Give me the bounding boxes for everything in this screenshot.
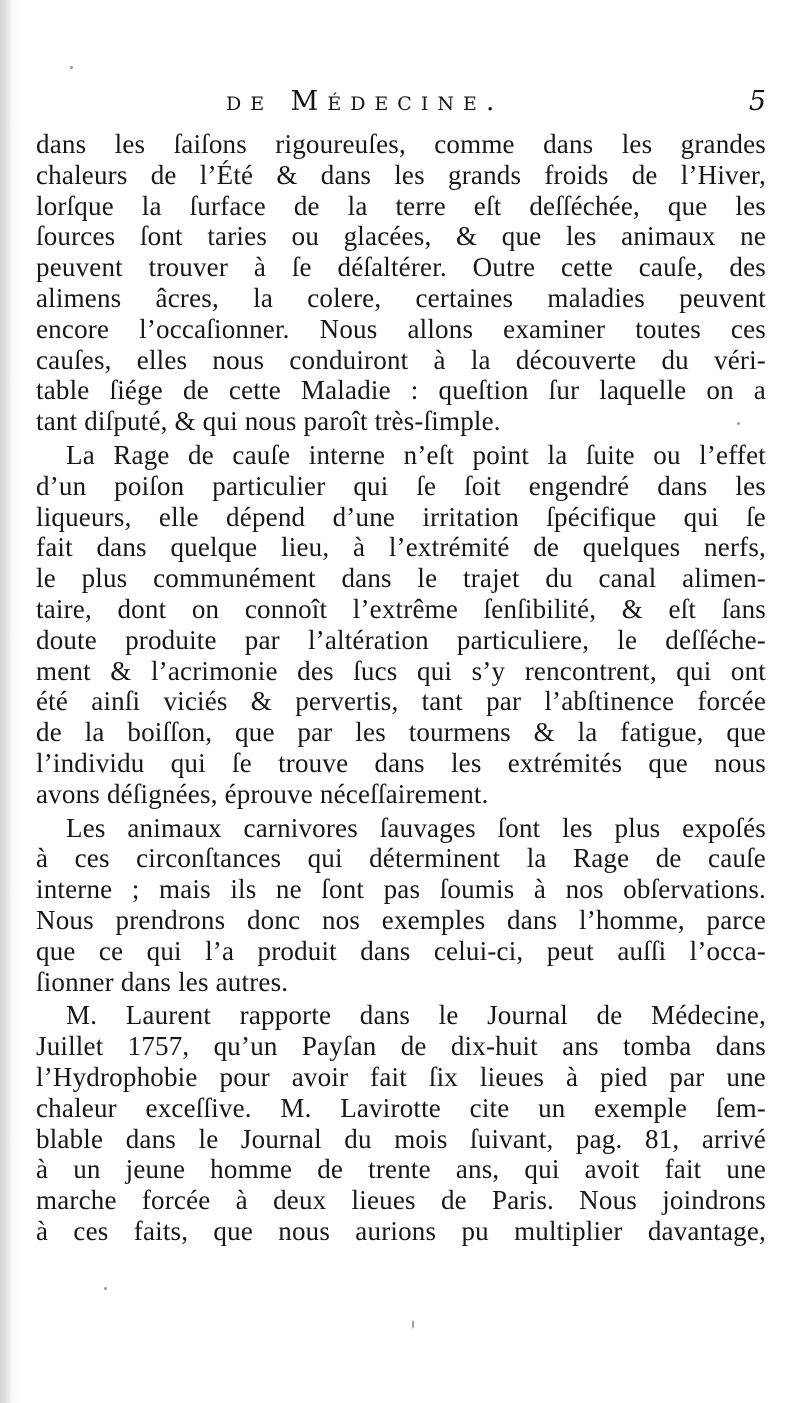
text-line: l’Hydrophobie pour avoir fait ſix lieues à pied par une	[36, 1061, 766, 1092]
ink-speck	[737, 422, 740, 425]
text-line: cauſes, elles nous conduiront à la découverte du véri-	[36, 344, 766, 375]
text-line: ment & l’acrimonie des ſucs qui s’y rencontrent, qui ont	[36, 655, 766, 686]
text-line: Nous prendrons donc nos exemples dans l’homme, parce	[36, 904, 766, 935]
text-line: marche forcée à deux lieues de Paris. Nous joindrons	[36, 1185, 766, 1216]
text-line: liqueurs, elle dépend d’une irritation ſpécifique qui ſe	[36, 501, 766, 532]
page-header	[36, 86, 766, 126]
text-line: chaleurs de l’Été & dans les grands froids de l’Hiver,	[36, 159, 766, 190]
text-line: La Rage de cauſe interne n’eſt point la ſuite ou l’effet	[66, 439, 766, 470]
text-line: dans les ſaiſons rigoureuſes, comme dans les grandes	[36, 129, 766, 159]
text-line: d’un poiſon particulier qui ſe ſoit engendré dans les	[36, 470, 766, 501]
text-line: l’individu qui ſe trouve dans les extrémités que nous	[36, 747, 766, 778]
text-line: avons déſignées, éprouve néceſſairement.	[36, 778, 489, 809]
text-line: de la boiſſon, que par les tourmens & la fatigue, que	[36, 717, 766, 748]
text-line: peuvent trouver à ſe déſaltérer. Outre cette cauſe, des	[36, 252, 766, 283]
page-gutter-shadow	[0, 0, 12, 1403]
text-line: le plus communément dans le trajet du canal alimen-	[36, 563, 766, 594]
text-line: ſources ſont taries ou glacées, & que les animaux ne	[36, 221, 766, 252]
text-line: interne ; mais ils ne ſont pas ſoumis à nos obſervations.	[36, 874, 766, 905]
body-text	[36, 129, 766, 1247]
text-line: que ce qui l’a produit dans celui-ci, peut auſſi l’occa-	[36, 935, 766, 966]
ink-speck	[412, 1320, 414, 1329]
text-line: fait dans quelque lieu, à l’extrémité de quelques nerfs,	[36, 532, 766, 563]
text-line: Juillet 1757, qu’un Payſan de dix-huit ans tomba dans	[36, 1031, 766, 1062]
ink-speck	[70, 66, 73, 69]
text-line: chaleur exceſſive. M. Lavirotte cite un exemple ſem-	[36, 1092, 766, 1123]
text-line: alimens âcres, la colere, certaines maladies peuvent	[36, 282, 766, 313]
text-line: tant diſputé, & qui nous paroît très-ſimple.	[36, 406, 501, 437]
text-line: doute produite par l’altération particuliere, le deſſéche-	[36, 624, 766, 655]
text-line: été ainſi viciés & pervertis, tant par l’abſtinence forcée	[36, 686, 766, 717]
text-line: table ſiége de cette Maladie : queſtion ſur laquelle on a	[36, 375, 766, 406]
text-line: encore l’occaſionner. Nous allons examiner toutes ces	[36, 313, 766, 344]
text-line: ſionner dans les autres.	[36, 966, 289, 997]
text-line: à ces faits, que nous aurions pu multiplier davantage,	[36, 1215, 766, 1246]
page-number: 5	[748, 86, 766, 117]
ink-speck	[104, 1287, 107, 1290]
text-line: taire, dont on connoît l’extrême ſenſibilité, & eſt ſans	[36, 593, 766, 624]
text-line: à un jeune homme de trente ans, qui avoit fait une	[36, 1154, 766, 1185]
text-line: lorſque la ſurface de la terre eſt deſſéchée, que les	[36, 190, 766, 221]
running-head: de Médecine.	[226, 86, 504, 117]
text-line: M. Laurent rapporte dans le Journal de Médecine,	[66, 1000, 766, 1031]
text-line: à ces circonſtances qui déterminent la Rage de cauſe	[36, 843, 766, 874]
text-line: Les animaux carnivores ſauvages ſont les plus expoſés	[66, 812, 766, 843]
text-line: blable dans le Journal du mois ſuivant, pag. 81, arrivé	[36, 1123, 766, 1154]
